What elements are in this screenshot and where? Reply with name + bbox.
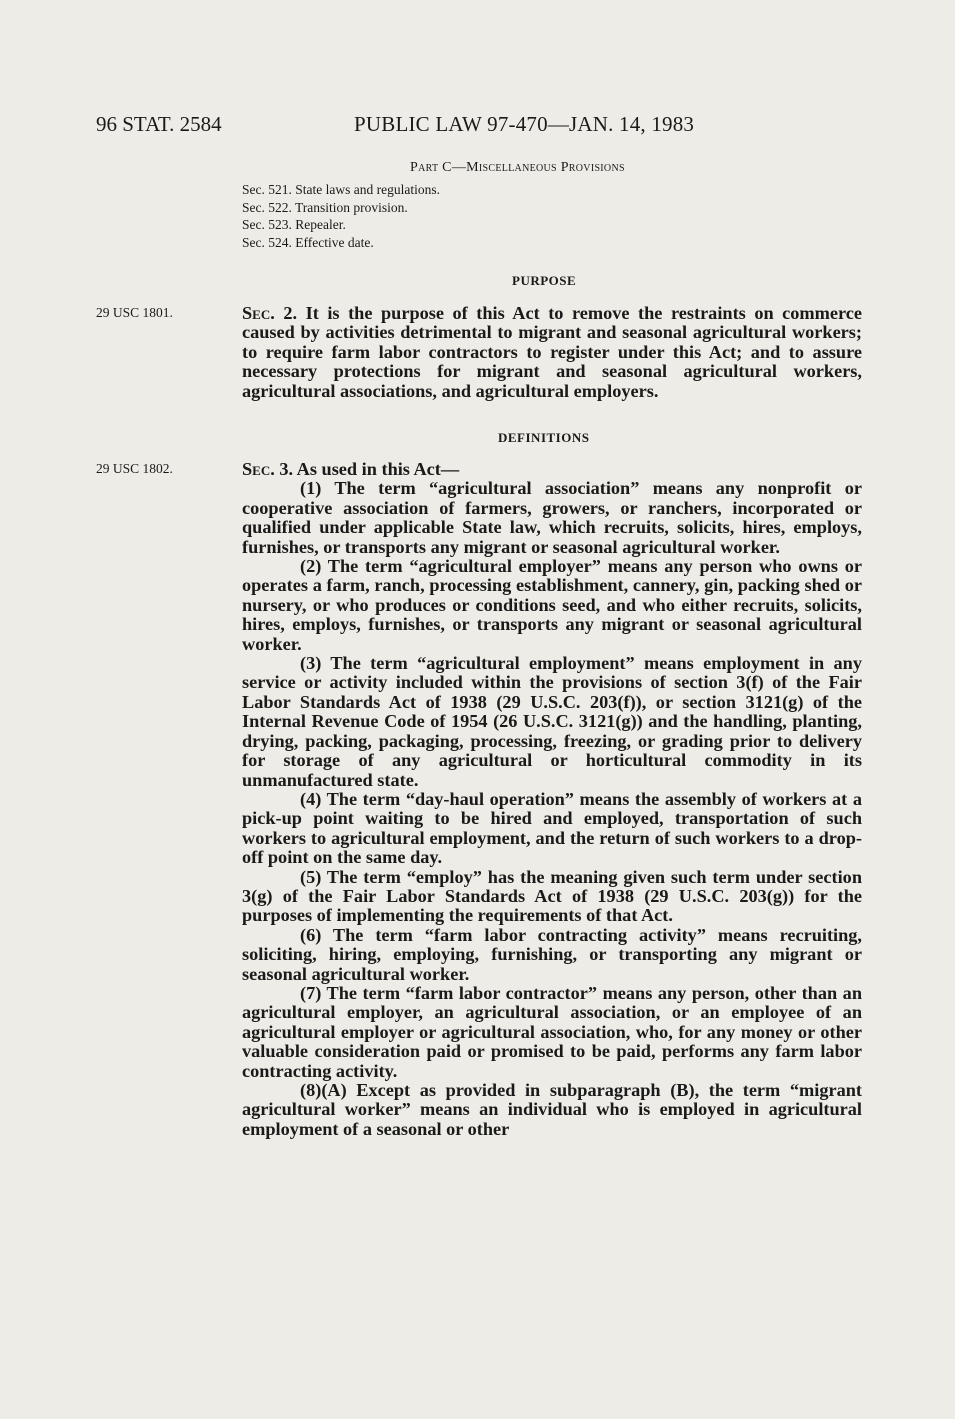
stat-page-number: 96 STAT. 2584 bbox=[96, 112, 222, 136]
toc-entry: Sec. 524. Effective date. bbox=[242, 234, 374, 250]
part-c-heading: Part C—Miscellaneous Provisions bbox=[410, 160, 625, 175]
definition-paragraph: (8)(A) Except as provided in subparagraph (B), the term “migrant agricultural worker” means an individual who is employed in agricultural employment of a seasonal or other bbox=[242, 1080, 862, 1139]
purpose-section bbox=[242, 304, 862, 401]
purpose-paragraph bbox=[242, 304, 862, 401]
sec-3-label: Sec. 3. bbox=[242, 459, 294, 479]
definition-paragraph: (7) The term “farm labor contractor” means any person, other than an agricultural employer, an agricultural association, or an employee of an agricultural employer or agricultural association, who, for any money or other valuable consideration paid or promised to be paid, performs any farm labor contracting activity. bbox=[242, 982, 862, 1081]
definition-paragraph: (3) The term “agricultural employment” means employment in any service or activity included within the provisions of section 3(f) of the Fair Labor Standards Act of 1938 (29 U.S.C. 203(f)), or section 3121(g) of the Internal Revenue Code of 1954 (26 U.S.C. 3121(g)) and the handling, planting, drying, packing, packaging, processing, freezing, or grading prior to delivery for storage of any agricultural or horticultural commodity in its unmanufactured state. bbox=[242, 653, 862, 790]
definition-paragraph: (4) The term “day-haul operation” means the assembly of workers at a pick-up point waiting to be hired and employed, transportation of such workers to agricultural employment, and the return of such workers to a drop-off point on the same day. bbox=[242, 788, 862, 868]
definitions-section bbox=[242, 460, 862, 1139]
definition-paragraph: (1) The term “agricultural association” means any nonprofit or cooperative association of farmers, growers, or ranchers, incorporated or qualified under applicable State law, which recruits, solicits, hires, employs, furnishes, or transports any migrant or seasonal agricultural worker. bbox=[242, 478, 862, 557]
purpose-margin-citation: 29 USC 1801. bbox=[96, 305, 173, 320]
definition-paragraph: (6) The term “farm labor contracting activity” means recruiting, soliciting, hiring, employing, furnishing, or transporting any migrant or seasonal agricultural worker. bbox=[242, 924, 862, 984]
public-law-title: PUBLIC LAW 97-470—JAN. 14, 1983 bbox=[354, 112, 695, 136]
sec-2-label: Sec. 2. bbox=[242, 303, 298, 323]
toc-entry: Sec. 521. State laws and regulations. bbox=[242, 182, 440, 197]
definition-paragraph: (5) The term “employ” has the meaning given such term under section 3(g) of the Fair Labor Standards Act of 1938 (29 U.S.C. 203(g)) for the purposes of implementing the requirements of that Act. bbox=[242, 866, 862, 926]
definitions-intro bbox=[242, 460, 862, 479]
definition-paragraph: (2) The term “agricultural employer” means any person who owns or operates a farm, ranch, processing establishment, cannery, gin, packing shed or nursery, or who produces or conditions seed, and who either recruits, solicits, hires, employs, furnishes, or transports any migrant or seasonal agricultural worker. bbox=[242, 556, 862, 654]
purpose-text: It is the purpose of this Act to remove the restraints on commerce caused by activities detrimental to migrant and seasonal agricultural workers; to require farm labor contractors to register under this Act; and to assure necessary protections for migrant and seasonal agricultural workers, agricultural associations, and agricultural employers. bbox=[242, 303, 863, 401]
toc-entry: Sec. 522. Transition provision. bbox=[242, 199, 408, 215]
toc-entry: Sec. 523. Repealer. bbox=[242, 217, 346, 232]
definitions-heading: DEFINITIONS bbox=[498, 430, 590, 445]
definitions-intro-text: As used in this Act— bbox=[293, 459, 460, 479]
table-of-contents bbox=[242, 181, 440, 251]
purpose-heading: PURPOSE bbox=[512, 273, 577, 288]
definitions-margin-citation: 29 USC 1802. bbox=[96, 461, 173, 476]
